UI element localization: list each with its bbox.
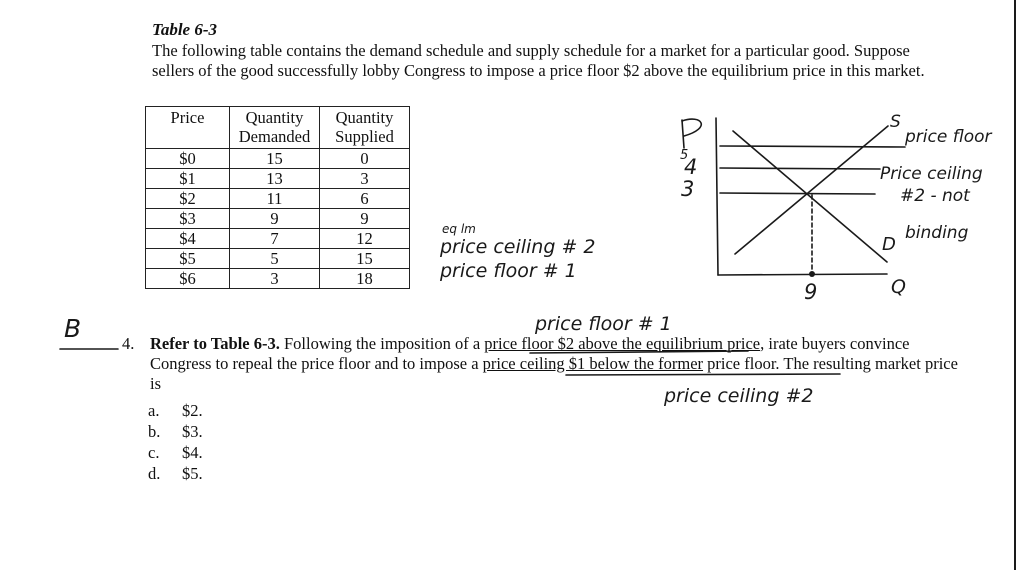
choice-a: a. $2. [148, 401, 203, 420]
price-floor-label: price floor [905, 127, 992, 147]
underlined-floor-phrase: price floor $2 above the equilibrium price [484, 334, 761, 353]
quantity-axis-line [718, 274, 887, 275]
tick-label-5: 5 [680, 148, 689, 163]
supply-label: S [890, 112, 901, 132]
handwritten-p-stem [682, 120, 684, 148]
table-row: $3 9 9 [146, 209, 410, 229]
header-quantity-demanded: Quantity Demanded [230, 107, 320, 149]
handwritten-ceiling-note: price ceiling # 2 [440, 236, 596, 258]
price-ceiling-line [720, 168, 880, 169]
demand-curve [733, 131, 887, 262]
table-row: $1 13 3 [146, 169, 410, 189]
tick-label-3: 3 [681, 177, 695, 201]
choice-d: d. $5. [148, 464, 203, 483]
table-title: Table 6-3 [152, 20, 218, 39]
choice-c: c. $4. [148, 443, 203, 462]
header-price: Price [146, 107, 230, 149]
question-ref: Refer to Table 6-3. [150, 334, 280, 353]
header-quantity-supplied: Quantity Supplied [320, 107, 410, 149]
equilibrium-point [809, 271, 815, 277]
equilibrium-quantity-label: 9 [804, 280, 818, 304]
handwritten-ceiling-under-question: price ceiling #2 [664, 385, 814, 407]
not-binding-line-2: binding [905, 223, 969, 243]
supply-curve [735, 126, 888, 254]
handwritten-floor-over-question: price floor # 1 [535, 313, 672, 335]
answer-choices [148, 400, 203, 484]
price-ceiling-label: Price ceiling [880, 164, 983, 184]
table-row: $0 15 0 [146, 149, 410, 169]
handwritten-floor-note: price floor # 1 [440, 260, 577, 282]
quantity-axis-label: Q [891, 276, 906, 298]
question-text: Refer to Table 6-3. Following the imposition of a price floor $2 above the equilibrium price, irate buyers convince Congress to repeal the price floor and to impose a price ceiling $1 below the former price floor. The resulting market price is [150, 334, 958, 393]
answer-mark: B [64, 314, 82, 343]
handwritten-eq-label: eq lm [442, 222, 476, 236]
price-floor-line [720, 146, 905, 147]
table-intro: The following table contains the demand schedule and supply schedule for a market for a particular good. Suppose sellers of the good successfully lobby Congress to impose a price floor $2 above the equilibrium price in this market. [152, 41, 925, 80]
table-row: $6 3 18 [146, 269, 410, 289]
not-binding-line-1: #2 - not [900, 186, 970, 206]
price-axis-line [716, 118, 718, 275]
table-row: $2 11 6 [146, 189, 410, 209]
question-number: 4. [122, 334, 135, 353]
underlined-ceiling-phrase: price ceiling $1 below the former [482, 354, 704, 373]
tick-label-4: 4 [684, 155, 698, 179]
demand-label: D [882, 234, 896, 255]
equilibrium-price-line [720, 193, 875, 194]
handwritten-p-bowl [682, 119, 701, 136]
choice-b: b. $3. [148, 422, 203, 441]
table-row: $5 5 15 [146, 249, 410, 269]
table-row: $4 7 12 [146, 229, 410, 249]
